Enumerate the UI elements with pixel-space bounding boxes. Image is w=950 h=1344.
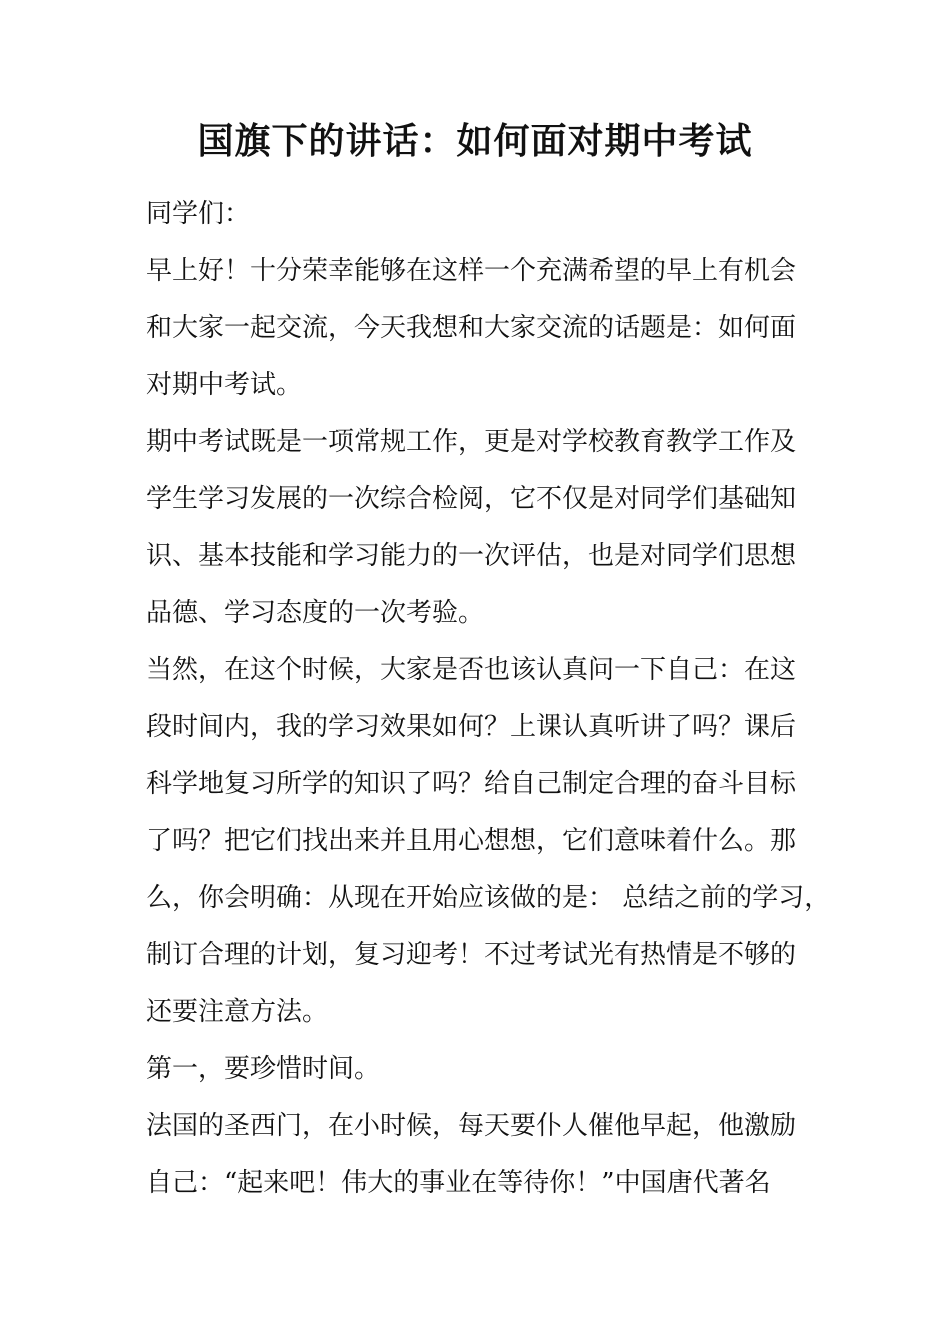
paragraph-saint-simon <box>146 1098 836 1212</box>
paragraph-salutation <box>146 186 836 243</box>
text-line: 学生学习发展的一次综合检阅，它不仅是对同学们基础知 <box>146 484 797 514</box>
text-line: 么，你会明确：从现在开始应该做的是： 总结之前的学习， <box>146 883 831 913</box>
paragraph-point-one <box>146 1041 836 1098</box>
text-line: 制订合理的计划，复习迎考！不过考试光有热情是不够的 <box>146 940 797 970</box>
text-line: 识、基本技能和学习能力的一次评估，也是对同学们思想 <box>146 541 797 571</box>
text-line: 法国的圣西门，在小时候，每天要仆人催他早起，他激励 <box>146 1111 797 1141</box>
text-line: 期中考试既是一项常规工作，更是对学校教育教学工作及 <box>146 427 797 457</box>
text-line: 和大家一起交流，今天我想和大家交流的话题是：如何面 <box>146 313 797 343</box>
document-title: 国旗下的讲话：如何面对期中考试 <box>197 121 753 162</box>
text-line: 第一，要珍惜时间。 <box>146 1054 381 1084</box>
paragraph-exam-purpose <box>146 414 836 642</box>
text-line: 自己：“起来吧！伟大的事业在等待你！”中国唐代著名 <box>146 1168 771 1198</box>
paragraph-self-reflection <box>146 642 836 1041</box>
text-line: 早上好！十分荣幸能够在这样一个充满希望的早上有机会 <box>146 256 797 286</box>
text-line: 科学地复习所学的知识了吗？给自己制定合理的奋斗目标 <box>146 769 797 799</box>
text-line: 对期中考试。 <box>146 370 303 400</box>
text-line: 当然，在这个时候，大家是否也该认真问一下自己：在这 <box>146 655 797 685</box>
text-line: 了吗？把它们找出来并且用心想想，它们意味着什么。那 <box>146 826 797 856</box>
text-line: 同学们： <box>146 199 251 229</box>
document-body <box>146 186 836 1212</box>
text-line: 段时间内，我的学习效果如何？上课认真听讲了吗？课后 <box>146 712 797 742</box>
paragraph-greeting <box>146 243 836 414</box>
text-line: 品德、学习态度的一次考验。 <box>146 598 485 628</box>
text-line: 还要注意方法。 <box>146 997 329 1027</box>
